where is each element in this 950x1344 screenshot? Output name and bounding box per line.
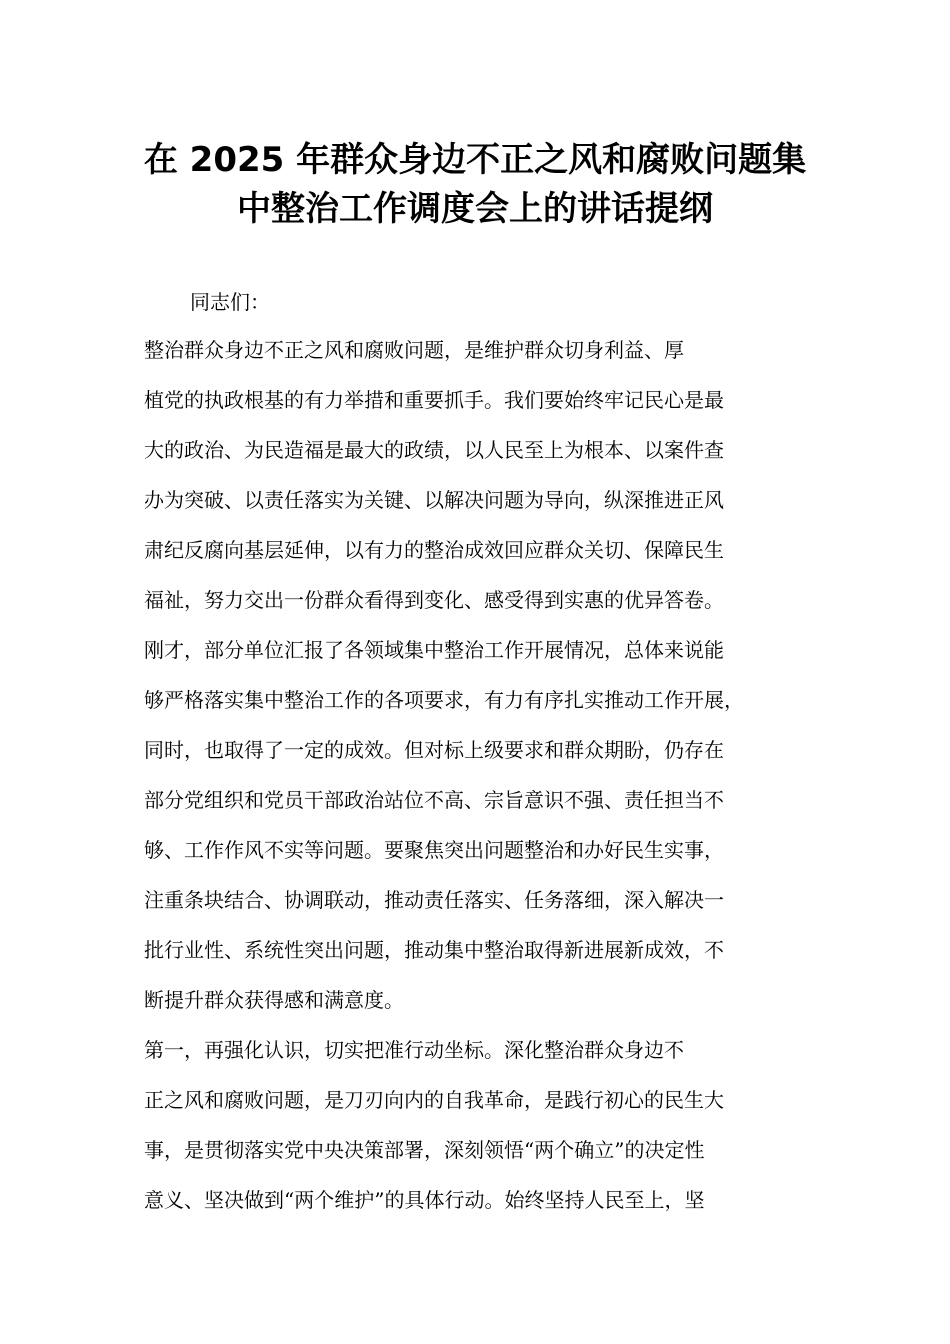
salutation: 同志们： (190, 290, 270, 314)
body-line: 福祉，努力交出一份群众看得到变化、感受得到实惠的优异答卷。 (144, 588, 724, 612)
body-line: 注重条块结合、协调联动，推动责任落实、任务落细，深入解决一 (144, 888, 724, 912)
document-title-line-1: 在 2025 年群众身边不正之风和腐败问题集 (143, 140, 807, 180)
body-line: 肃纪反腐向基层延伸，以有力的整治成效回应群众关切、保障民生 (144, 538, 724, 562)
body-line: 同时，也取得了一定的成效。但对标上级要求和群众期盼，仍存在 (144, 738, 724, 762)
body-line: 够、工作作风不实等问题。要聚焦突出问题整治和办好民生实事， (144, 838, 724, 862)
body-line: 第一，再强化认识，切实把准行动坐标。深化整治群众身边不 (144, 1038, 684, 1062)
body-line: 植党的执政根基的有力举措和重要抓手。我们要始终牢记民心是最 (144, 388, 724, 412)
body-line: 办为突破、以责任落实为关键、以解决问题为导向，纵深推进正风 (144, 488, 724, 512)
body-line: 断提升群众获得感和满意度。 (144, 988, 404, 1012)
document-title-line-2: 中整治工作调度会上的讲话提纲 (237, 189, 713, 229)
body-line: 大的政治、为民造福是最大的政绩，以人民至上为根本、以案件查 (144, 438, 724, 462)
body-line: 意义、坚决做到“两个维护”的具体行动。始终坚持人民至上，坚 (144, 1188, 705, 1212)
body-line: 批行业性、系统性突出问题，推动集中整治取得新进展新成效，不 (144, 938, 724, 962)
body-line: 事，是贯彻落实党中央决策部署，深刻领悟“两个确立”的决定性 (144, 1138, 705, 1162)
body-line: 正之风和腐败问题，是刀刃向内的自我革命，是践行初心的民生大 (144, 1088, 724, 1112)
body-line: 整治群众身边不正之风和腐败问题，是维护群众切身利益、厚 (144, 338, 684, 362)
body-line: 刚才，部分单位汇报了各领域集中整治工作开展情况，总体来说能 (144, 638, 724, 662)
body-line: 够严格落实集中整治工作的各项要求，有力有序扎实推动工作开展， (144, 688, 744, 712)
body-line: 部分党组织和党员干部政治站位不高、宗旨意识不强、责任担当不 (144, 788, 724, 812)
